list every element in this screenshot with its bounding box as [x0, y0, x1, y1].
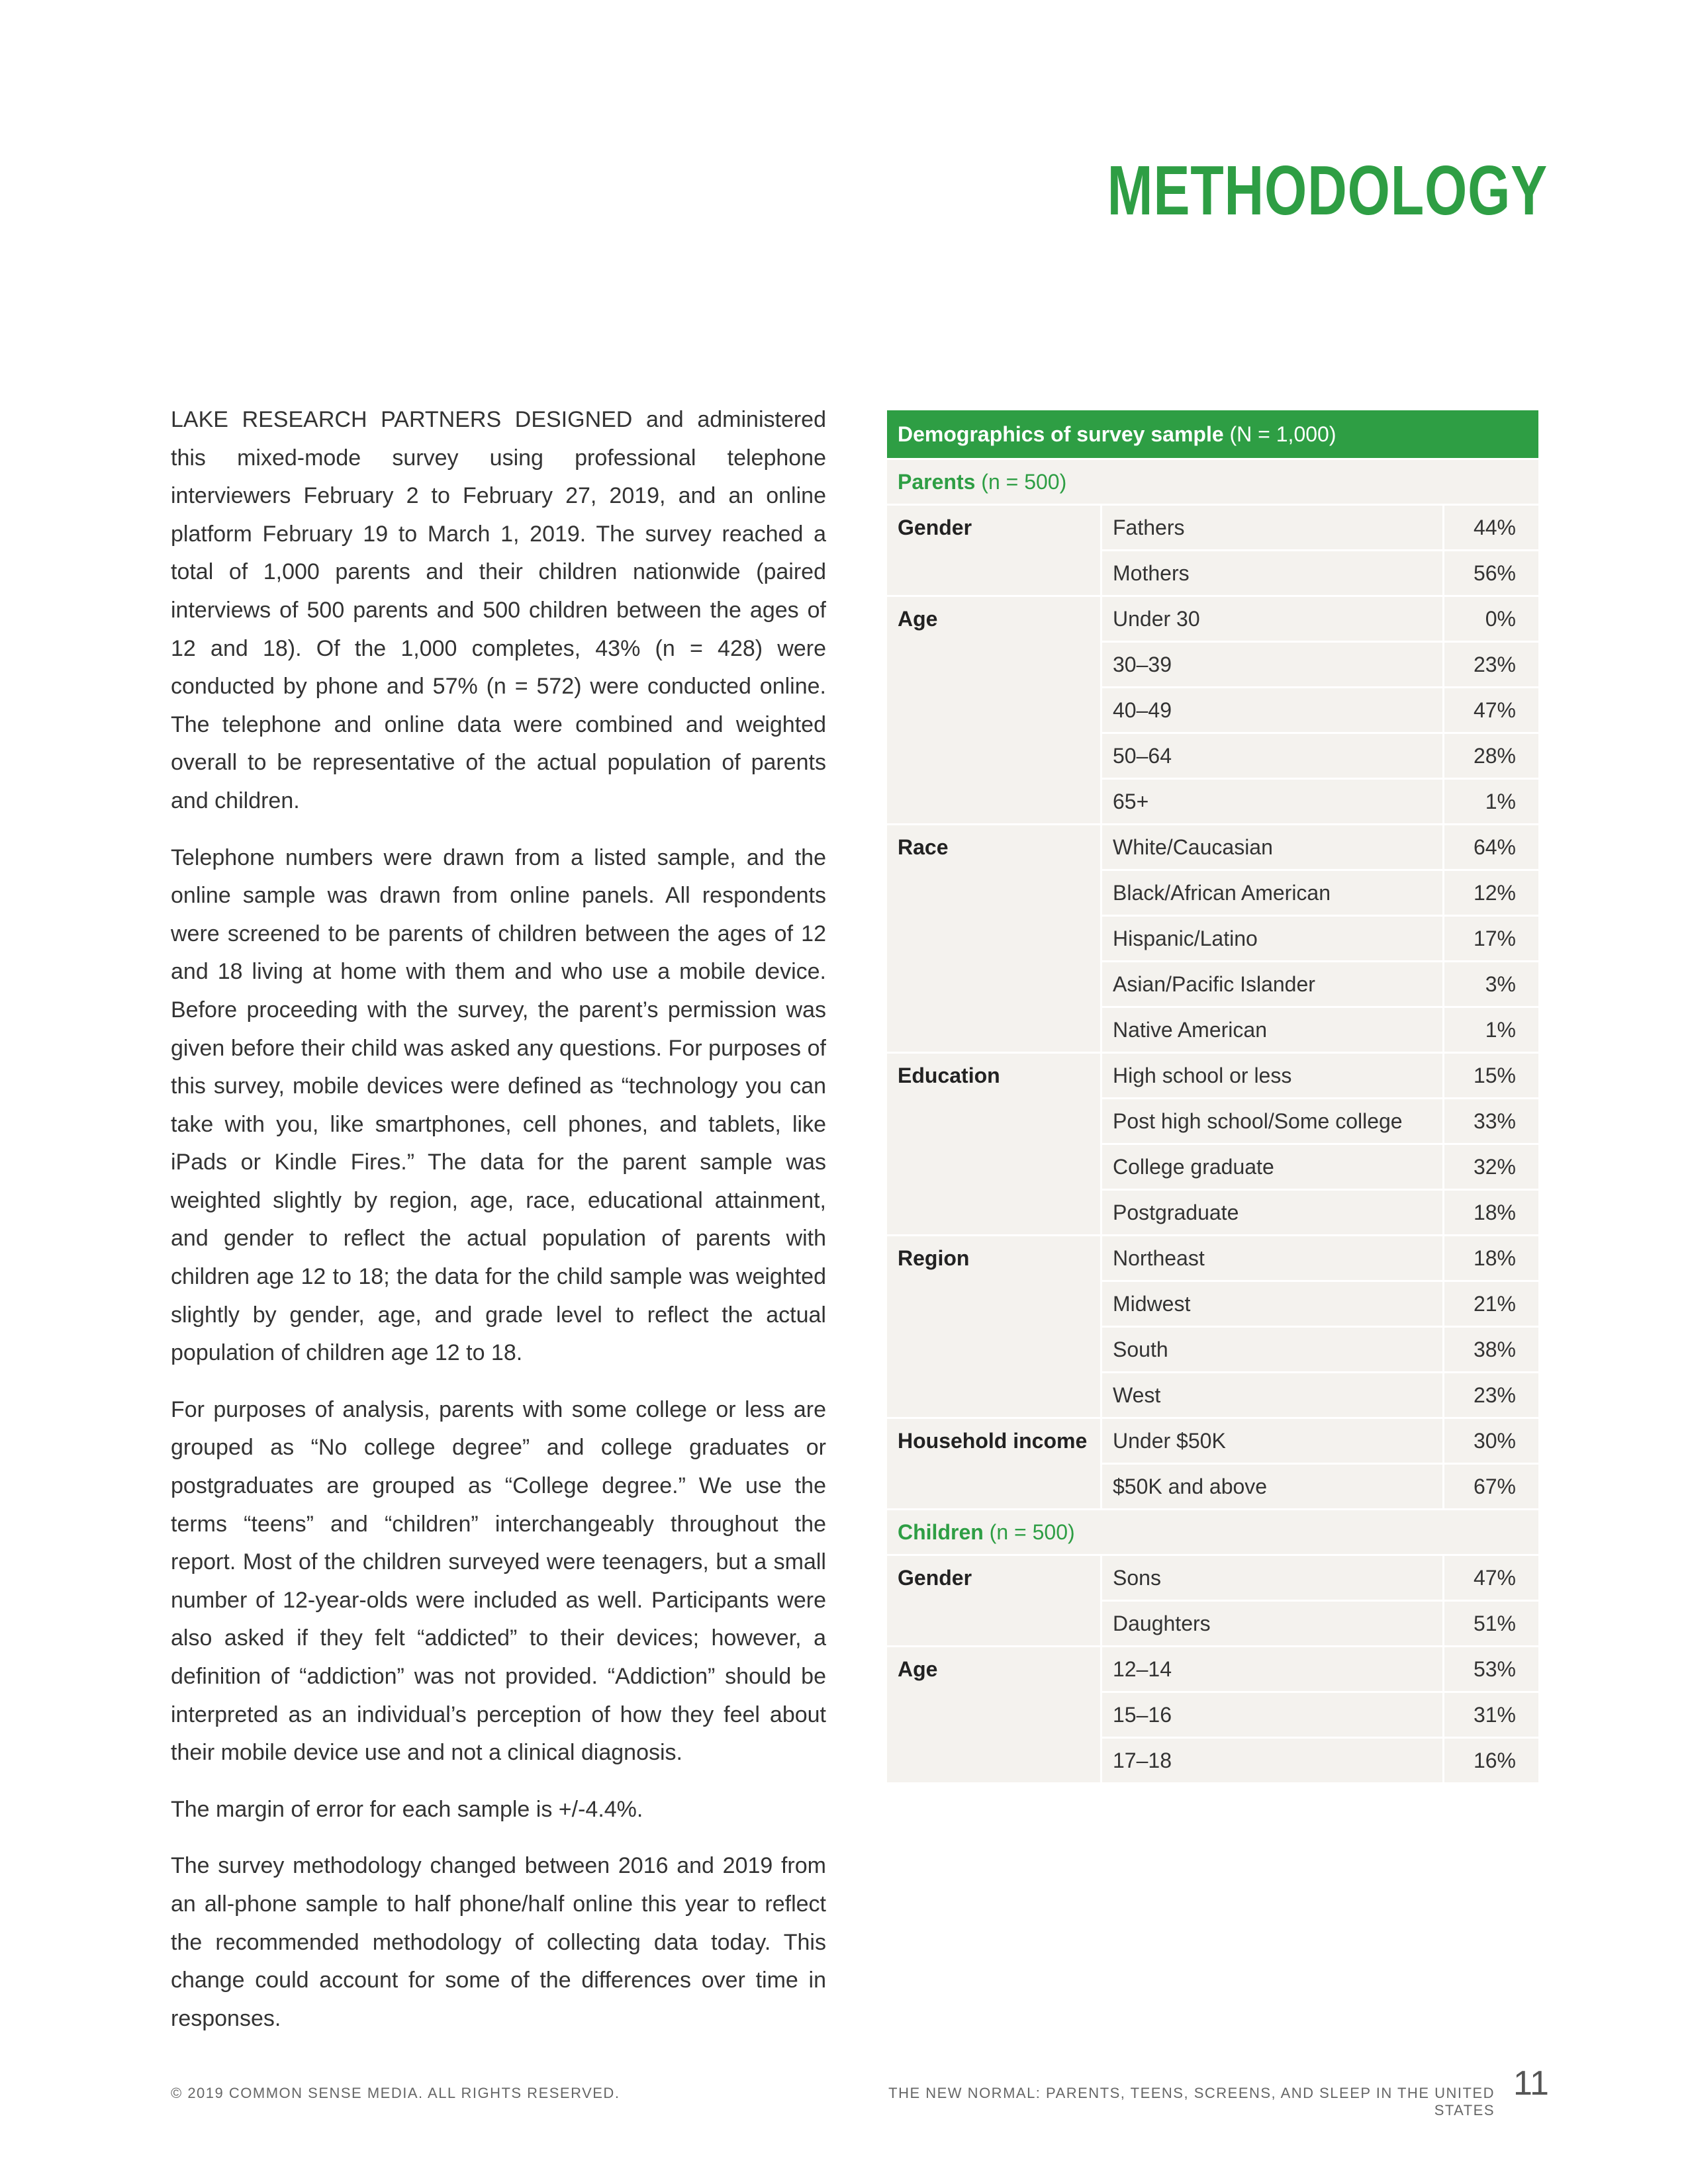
table-row	[887, 1554, 1538, 1600]
table-row	[887, 1737, 1538, 1782]
label-cell: South	[1102, 1326, 1442, 1371]
category-cell	[887, 1280, 1100, 1326]
category-cell	[887, 1737, 1100, 1782]
category-cell	[887, 1143, 1100, 1189]
category-cell	[887, 686, 1100, 732]
paragraph-analysis: For purposes of analysis, parents with some college or less are grouped as “No college degree” and college graduates or postgraduates are grouped as “College degree.” We use the terms “teens” and “children” interchangeably throughout the report. Most of the children surveyed were teenagers, but a small number of 12-year-olds were included as well. Participants were also asked if they felt “addicted” to their devices; however, a definition of “addiction” was not provided. “Addiction” should be interpreted as an individual’s perception of how they feel about their mobile device use and not a clinical diagnosis.	[171, 1396, 826, 1766]
value-cell: 18%	[1444, 1189, 1538, 1234]
value-cell: 47%	[1444, 1554, 1538, 1600]
label-cell: 65+	[1102, 778, 1442, 823]
label-cell: Fathers	[1102, 504, 1442, 549]
label-cell: 30–39	[1102, 641, 1442, 686]
table-row	[887, 1052, 1538, 1097]
label-cell: College graduate	[1102, 1143, 1442, 1189]
value-cell: 23%	[1444, 1371, 1538, 1417]
value-cell: 32%	[1444, 1143, 1538, 1189]
table-row	[887, 1006, 1538, 1052]
paragraph-sampling: Telephone numbers were drawn from a listed sample, and the online sample was drawn from online panels. All respondents were screened to be parents of children between the ages of 12 and 18 living at home with them and who use a mobile device. Before proceeding with the survey, the parent’s permission was given before their child was asked any questions. For purposes of this survey, mobile devices were defined as “technology you can take with you, like smartphones, cell phones, and tablets, like iPads or Kindle Fires.” The data for the parent sample was weighted slightly by region, age, race, educational attainment, and gender to reflect the actual population of parents with children age 12 to 18; the data for the child sample was weighted slightly by gender, age, and grade level to reflect the actual population of children age 12 to 18.	[171, 844, 826, 1366]
category-cell: Household income	[887, 1417, 1100, 1463]
table-body	[887, 458, 1538, 1782]
category-cell	[887, 1691, 1100, 1737]
label-cell: Midwest	[1102, 1280, 1442, 1326]
table-row	[887, 823, 1538, 869]
section-row-parents	[887, 458, 1538, 504]
value-cell: 3%	[1444, 960, 1538, 1006]
category-cell	[887, 641, 1100, 686]
value-cell: 51%	[1444, 1600, 1538, 1645]
table-title-n: (N = 1,000)	[1229, 422, 1336, 446]
body-text	[171, 401, 826, 2056]
table-header	[887, 410, 1538, 458]
label-cell: Native American	[1102, 1006, 1442, 1052]
category-cell: Gender	[887, 1554, 1100, 1600]
label-cell: West	[1102, 1371, 1442, 1417]
label-cell: Northeast	[1102, 1234, 1442, 1280]
paragraph-intro: LAKE RESEARCH PARTNERS DESIGNED and administered this mixed-mode survey using professional telephone interviewers February 2 to February 27, 2019, and an online platform February 19 to March 1, 2019. The survey reached a total of 1,000 parents and their children nationwide (paired interviews of 500 parents and 500 children between the ages of 12 and 18). Of the 1,000 completes, 43% (n = 428) were conducted by phone and 57% (n = 572) were conducted online. The telephone and online data were combined and weighted overall to be representative of the actual population of parents and children.	[171, 407, 826, 813]
label-cell: $50K and above	[1102, 1463, 1442, 1508]
label-cell: White/Caucasian	[1102, 823, 1442, 869]
label-cell: Daughters	[1102, 1600, 1442, 1645]
section-row-children	[887, 1508, 1538, 1554]
table-row	[887, 778, 1538, 823]
value-cell: 64%	[1444, 823, 1538, 869]
label-cell: 15–16	[1102, 1691, 1442, 1737]
page-number: 11	[1513, 2064, 1549, 2103]
category-cell	[887, 1097, 1100, 1143]
value-cell: 1%	[1444, 778, 1538, 823]
label-cell: Black/African American	[1102, 869, 1442, 915]
value-cell: 21%	[1444, 1280, 1538, 1326]
value-cell: 38%	[1444, 1326, 1538, 1371]
section-name: Parents	[898, 470, 976, 494]
section-n: (n = 500)	[981, 470, 1067, 494]
category-cell	[887, 1463, 1100, 1508]
label-cell: 17–18	[1102, 1737, 1442, 1782]
paragraph-margin-of-error: The margin of error for each sample is +/-4.4%.	[171, 1796, 643, 1822]
table-row	[887, 960, 1538, 1006]
table-row	[887, 549, 1538, 595]
category-cell: Race	[887, 823, 1100, 869]
value-cell: 30%	[1444, 1417, 1538, 1463]
table-row	[887, 1691, 1538, 1737]
category-cell: Region	[887, 1234, 1100, 1280]
category-cell: Age	[887, 595, 1100, 641]
section-name: Children	[898, 1520, 984, 1544]
value-cell: 16%	[1444, 1737, 1538, 1782]
table-row	[887, 686, 1538, 732]
table-row	[887, 1326, 1538, 1371]
table-row	[887, 595, 1538, 641]
category-cell	[887, 549, 1100, 595]
table-row	[887, 1600, 1538, 1645]
category-cell	[887, 1189, 1100, 1234]
value-cell: 17%	[1444, 915, 1538, 960]
table-row	[887, 1371, 1538, 1417]
value-cell: 53%	[1444, 1645, 1538, 1691]
label-cell: Mothers	[1102, 549, 1442, 595]
value-cell: 47%	[1444, 686, 1538, 732]
table-row	[887, 1417, 1538, 1463]
category-cell	[887, 1326, 1100, 1371]
section-n: (n = 500)	[989, 1520, 1075, 1544]
table-row	[887, 1234, 1538, 1280]
value-cell: 28%	[1444, 732, 1538, 778]
table-row	[887, 869, 1538, 915]
value-cell: 67%	[1444, 1463, 1538, 1508]
value-cell: 23%	[1444, 641, 1538, 686]
category-cell: Education	[887, 1052, 1100, 1097]
table-row	[887, 641, 1538, 686]
table-row	[887, 1143, 1538, 1189]
table-row	[887, 1463, 1538, 1508]
table-row	[887, 1097, 1538, 1143]
label-cell: Asian/Pacific Islander	[1102, 960, 1442, 1006]
label-cell: Sons	[1102, 1554, 1442, 1600]
label-cell: Under 30	[1102, 595, 1442, 641]
table-row	[887, 732, 1538, 778]
category-cell	[887, 869, 1100, 915]
footer-report-title: THE NEW NORMAL: PARENTS, TEENS, SCREENS, AND SLEEP IN THE UNITED STATES	[888, 2085, 1495, 2118]
value-cell: 0%	[1444, 595, 1538, 641]
table-row	[887, 504, 1538, 549]
value-cell: 33%	[1444, 1097, 1538, 1143]
table-row	[887, 1645, 1538, 1691]
value-cell: 12%	[1444, 869, 1538, 915]
page-title: METHODOLOGY	[1107, 152, 1548, 230]
label-cell: Postgraduate	[1102, 1189, 1442, 1234]
table-row	[887, 1189, 1538, 1234]
category-cell	[887, 960, 1100, 1006]
value-cell: 31%	[1444, 1691, 1538, 1737]
value-cell: 15%	[1444, 1052, 1538, 1097]
table-row	[887, 1280, 1538, 1326]
value-cell: 44%	[1444, 504, 1538, 549]
value-cell: 1%	[1444, 1006, 1538, 1052]
label-cell: 40–49	[1102, 686, 1442, 732]
label-cell: Post high school/Some college	[1102, 1097, 1442, 1143]
category-cell	[887, 778, 1100, 823]
category-cell	[887, 1006, 1100, 1052]
category-cell	[887, 732, 1100, 778]
category-cell	[887, 1371, 1100, 1417]
label-cell: High school or less	[1102, 1052, 1442, 1097]
label-cell: 12–14	[1102, 1645, 1442, 1691]
category-cell: Age	[887, 1645, 1100, 1691]
table-title: Demographics of survey sample	[898, 422, 1224, 446]
value-cell: 18%	[1444, 1234, 1538, 1280]
label-cell: 50–64	[1102, 732, 1442, 778]
category-cell	[887, 1600, 1100, 1645]
category-cell: Gender	[887, 504, 1100, 549]
label-cell: Hispanic/Latino	[1102, 915, 1442, 960]
demographics-table	[887, 410, 1538, 1782]
footer-copyright: © 2019 COMMON SENSE MEDIA. ALL RIGHTS RESERVED.	[171, 2085, 620, 2101]
value-cell: 56%	[1444, 549, 1538, 595]
paragraph-methodology-change: The survey methodology changed between 2016 and 2019 from an all-phone sample to half phone/half online this year to reflect the recommended methodology of collecting data today. This change could account for some of the differences over time in responses.	[171, 1853, 826, 2031]
category-cell	[887, 915, 1100, 960]
label-cell: Under $50K	[1102, 1417, 1442, 1463]
table-row	[887, 915, 1538, 960]
